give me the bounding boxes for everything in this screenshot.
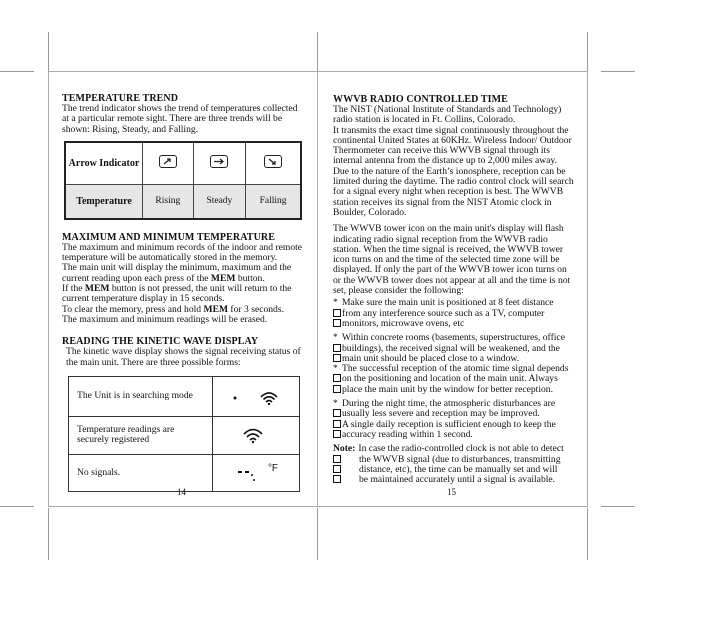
note-label: Note: bbox=[333, 443, 356, 455]
checkbox-icon bbox=[333, 475, 341, 483]
crop-mark bbox=[0, 71, 34, 72]
crop-mark bbox=[48, 508, 49, 560]
checkbox-icon bbox=[333, 385, 341, 393]
list-item: * During the night time, the atmospheric disturbances are bbox=[333, 398, 556, 410]
searching-signal-icon bbox=[226, 383, 286, 407]
maxmin-heading: MAXIMUM AND MINIMUM TEMPERATURE bbox=[62, 231, 275, 243]
kinetic-row-no-signal: No signals. bbox=[69, 454, 213, 491]
temperature-trend-text: The trend indicator shows the trend of temperatures collected at a particular remote sight. There are three trends will be shown: Rising, Steady, and Falling. bbox=[62, 103, 298, 135]
checkbox-icon bbox=[333, 420, 341, 428]
checkbox-icon bbox=[333, 409, 341, 417]
list-item: * Within concrete rooms (basements, superstructures, office bbox=[333, 332, 565, 344]
crop-mark bbox=[317, 508, 318, 560]
crop-mark bbox=[587, 508, 588, 560]
crop-mark bbox=[601, 506, 635, 507]
list-item: * The successful reception of the atomic time signal depends bbox=[333, 363, 569, 375]
trend-table bbox=[64, 141, 302, 220]
maxmin-p1: The maximum and minimum records of the indoor and remote temperature will be automatically stored in the memory. bbox=[62, 241, 303, 264]
trend-falling: Falling bbox=[246, 184, 301, 219]
bullet-list: * Make sure the main unit is positioned at 8 feet distance from any interference source such as a TV, computer monitors, microwave ovens, etc * Within concrete rooms (basements, superstructures, office buildings), the received signal will be weakened, and the main unit should be placed close to a window. * The successful reception of the atomic time signal depends on the positioning and location of the main unit. Always place the main unit by the window for better reception. * During the night time, the atmospheric disturbances are usually less severe and reception may be improved. A single daily reception is sufficient enough to keep the accuracy reading within 1 second. bbox=[333, 298, 575, 440]
checkbox-icon bbox=[333, 430, 341, 438]
wwvb-heading: WWVB RADIO CONTROLLED TIME bbox=[333, 94, 508, 105]
checkbox-icon bbox=[333, 319, 341, 327]
left-page bbox=[62, 93, 304, 492]
right-page bbox=[333, 94, 575, 485]
wwvb-p2: It transmits the exact time signal continuously throughout the continental United States at 60KHz. Wireless Indoor/ Outdoor Thermometer can receive this WWVB signal through its internal antenna from the distance up to 2,000 miles away. Due to the nature of the Earth’s ionosphere, reception can be limited during the daytime. The radio control clock will search for a signal every night when reception is best. The WWVB station receives its signal from the NIST Atomic clock in Boulder, Colorado. bbox=[333, 124, 574, 218]
checkbox-icon bbox=[333, 465, 341, 473]
trend-steady: Steady bbox=[193, 184, 246, 219]
note-block: Note: In case the radio-controlled clock is not able to detect the WWVB signal (due to disturbances, transmitting distance, etc), the time can be manually set and will be maintained accurately until a signal is available. bbox=[333, 443, 564, 486]
no-signal-unit: °F bbox=[267, 463, 279, 475]
checkbox-icon bbox=[333, 455, 341, 463]
no-signal-icon bbox=[234, 463, 268, 483]
checkbox-icon bbox=[333, 354, 341, 362]
list-item: * Make sure the main unit is positioned at 8 feet distance bbox=[333, 297, 554, 309]
maxmin-p2: The main unit will display the minimum, maximum and the current reading upon each press of the MEM button. bbox=[62, 262, 292, 284]
page-number-right: 15 bbox=[447, 487, 456, 497]
steady-arrow-icon bbox=[210, 155, 228, 168]
page-frame-bottom bbox=[48, 506, 588, 507]
page-frame-left bbox=[48, 71, 49, 507]
trend-rising: Rising bbox=[143, 184, 194, 219]
crop-mark bbox=[0, 506, 34, 507]
wwvb-p3: The WWVB tower icon on the main unit's display will flash indicating radio signal reception from the WWVB radio station. When the time signal is received, the WWVB tower icon turns on and the time of the selected time zone will be displayed. If only the part of the WWVB tower icon turns on or the WWVB tower does not appear at all and the time is not set, please consider the following: bbox=[333, 223, 571, 297]
checkbox-icon bbox=[333, 309, 341, 317]
kinetic-row-registered: Temperature readings are securely registered bbox=[69, 416, 213, 454]
maxmin-p5: The maximum and minimum readings will be erased. bbox=[62, 313, 268, 325]
page-number-left: 14 bbox=[177, 487, 186, 497]
wwvb-p1: The NIST (National Institute of Standards and Technology) radio station is located in Ft. Collins, Colorado. bbox=[333, 104, 562, 126]
page-frame-top bbox=[48, 71, 588, 72]
page-frame-center bbox=[317, 71, 318, 507]
checkbox-icon bbox=[333, 374, 341, 382]
temperature-trend-heading: TEMPERATURE TREND bbox=[62, 93, 179, 104]
kinetic-text: The kinetic wave display shows the signal receiving status of the main unit. There are three possible forms: bbox=[66, 346, 301, 368]
maxmin-p4: To clear the memory, press and hold MEM for 3 seconds. bbox=[62, 303, 284, 315]
maxmin-p3: If the MEM button is not pressed, the unit will return to the current temperature display in 15 seconds. bbox=[62, 283, 292, 305]
page-frame-right bbox=[587, 71, 588, 507]
falling-arrow-icon bbox=[264, 155, 282, 168]
kinetic-row-searching: The Unit is in searching mode bbox=[69, 376, 213, 416]
temperature-label: Temperature bbox=[65, 184, 143, 219]
kinetic-heading: READING THE KINETIC WAVE DISPLAY bbox=[62, 336, 259, 348]
kinetic-table bbox=[68, 376, 300, 492]
registered-signal-icon bbox=[226, 423, 286, 445]
checkbox-icon bbox=[333, 344, 341, 352]
arrow-indicator-label: Arrow Indicator bbox=[65, 142, 143, 185]
crop-mark bbox=[601, 71, 635, 72]
rising-arrow-icon bbox=[159, 155, 177, 168]
